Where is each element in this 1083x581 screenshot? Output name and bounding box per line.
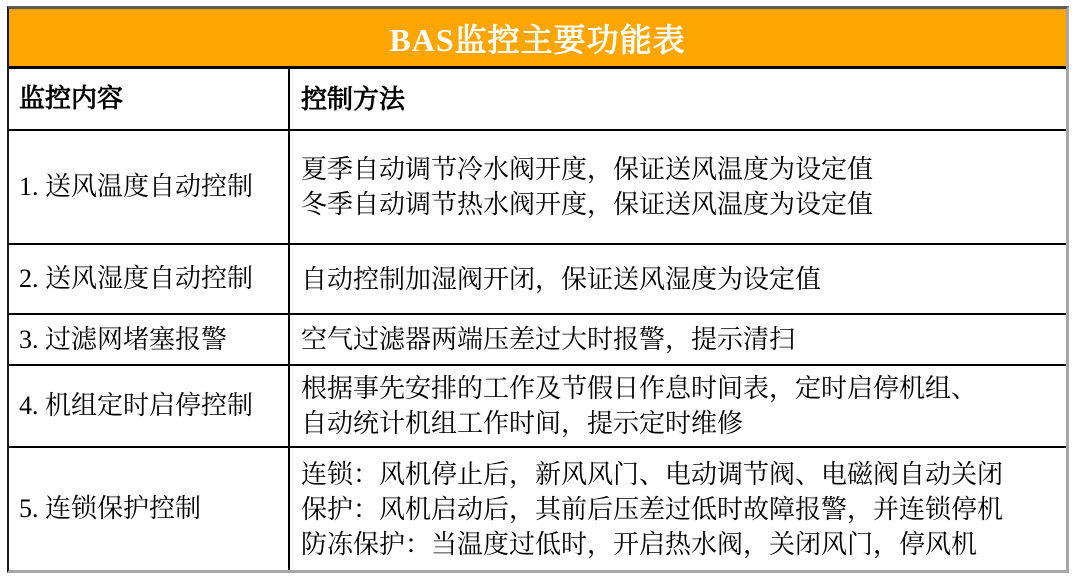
table-row <box>9 315 1066 366</box>
control-method-cell <box>290 366 1066 446</box>
method-line: 冬季自动调节热水阀开度，保证送风温度为设定值 <box>301 190 874 219</box>
header-control-method: 控制方法 <box>301 84 406 114</box>
method-line: 根据事先安排的工作及节假日作息时间表，定时启停机组、 <box>301 374 978 403</box>
control-method-cell <box>290 245 1066 313</box>
table-title: BAS监控主要功能表 <box>389 21 686 58</box>
monitor-content-cell: 5. 连锁保护控制 <box>9 448 290 570</box>
method-line: 自动控制加湿阀开闭，保证送风湿度为设定值 <box>301 264 822 294</box>
method-line: 保护：风机启动后，其前后压差过低时故障报警，并连锁停机 <box>301 494 1004 524</box>
table-row <box>9 448 1066 570</box>
table-row <box>9 245 1066 315</box>
header-monitor-content: 监控内容 <box>9 69 290 129</box>
method-line: 自动统计机组工作时间，提示定时维修 <box>301 409 744 438</box>
method-line: 防冻保护：当温度过低时，开启热水阀，关闭风门，停风机 <box>301 529 978 559</box>
monitor-content-cell: 4. 机组定时启停控制 <box>9 366 290 446</box>
method-line: 连锁：风机停止后，新风风门、电动调节阀、电磁阀自动关闭 <box>301 459 1004 489</box>
monitor-content-cell: 3. 过滤网堵塞报警 <box>9 315 290 364</box>
monitor-content-cell: 2. 送风湿度自动控制 <box>9 245 290 313</box>
method-line: 夏季自动调节冷水阀开度，保证送风温度为设定值 <box>301 155 874 184</box>
control-method-cell <box>290 315 1066 364</box>
table-title-bar <box>9 9 1066 69</box>
bas-function-table <box>7 6 1069 573</box>
monitor-content-cell: 1. 送风温度自动控制 <box>9 131 290 243</box>
control-method-cell <box>290 448 1066 570</box>
table-header-row <box>9 69 1066 131</box>
method-line: 空气过滤器两端压差过大时报警，提示清扫 <box>301 325 796 354</box>
table-row <box>9 131 1066 245</box>
control-method-cell <box>290 131 1066 243</box>
table-row <box>9 366 1066 448</box>
